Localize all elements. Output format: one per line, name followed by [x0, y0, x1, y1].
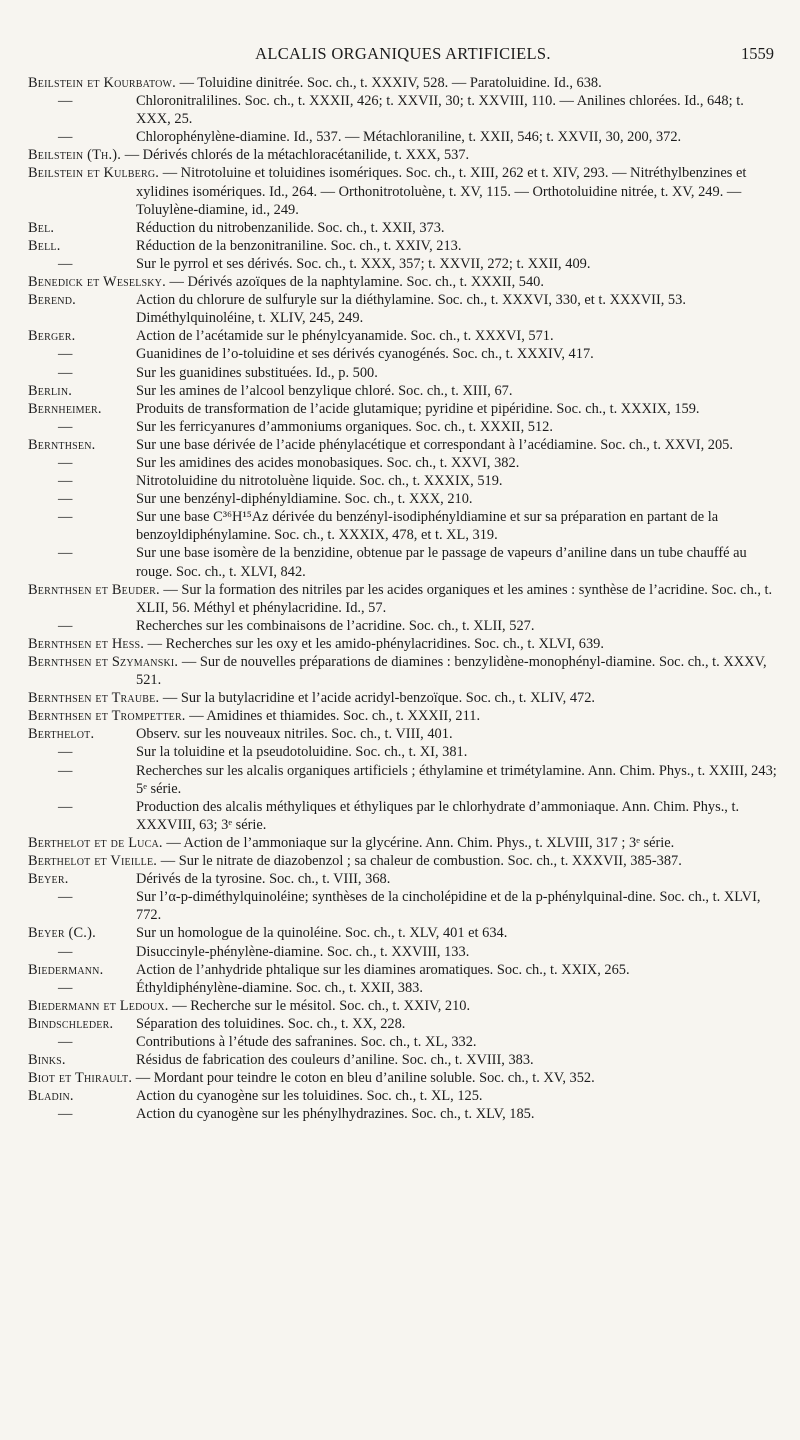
bibliography-entry [28, 997, 778, 1015]
bibliography-entry [28, 128, 778, 146]
ditto-dash: — [58, 473, 73, 490]
entry-text: Éthyldiphénylène-diamine. Soc. ch., t. XXII, 383. [136, 979, 423, 996]
entry-text: — Nitrotoluine et toluidines isomériques. Soc. ch., t. XIII, 262 et t. XIV, 293. — Nitréthylbenzines et xylidines isomériques. Id., 264. — Orthonitrotoluène, t. XV, 115. — Orthotoluidine nitrée, t. XV, 249. — Toluylène-diamine, id., 249. [136, 165, 747, 218]
bibliography-entry [28, 1105, 778, 1123]
entry-author: Bel. [28, 219, 55, 236]
bibliography-entry [28, 653, 778, 689]
entry-author: Binks. [28, 1052, 66, 1069]
entry-author: Beilstein (Th.). [28, 147, 122, 164]
entry-text: — Sur la formation des nitriles par les acides organiques et les amines : synthèse de l’acridine. Soc. ch., t. XLII, 56. Méthyl et phénylacridine. Id., 57. [136, 581, 773, 616]
entry-text: — Amidines et thiamides. Soc. ch., t. XXXII, 211. [189, 708, 481, 725]
ditto-dash: — [58, 889, 73, 906]
bibliography-entry [28, 689, 778, 707]
entry-text: Chloronitralilines. Soc. ch., t. XXXII, 426; t. XXVII, 30; t. XXVIII, 110. — Anilines chlorées. Id., 648; t. XXX, 25. [136, 93, 744, 128]
bibliography-entry [28, 490, 778, 508]
entry-text: Sur la toluidine et la pseudotoluidine. Soc. ch., t. XI, 381. [136, 744, 468, 761]
ditto-dash: — [58, 454, 73, 471]
bibliography-entry [28, 943, 778, 961]
entry-text: Production des alcalis méthyliques et éthyliques par le chlorhydrate d’ammoniaque. Ann. Chim. Phys., t. XXXVIII, 63; 3ᵉ série. [136, 798, 740, 833]
bibliography-entry [28, 345, 778, 363]
entry-text: Produits de transformation de l’acide glutamique; pyridine et pipéridine. Soc. ch., t. XXXIX, 159. [136, 400, 700, 417]
entry-author: Berthelot. [28, 726, 95, 743]
bibliography-entry [28, 961, 778, 979]
bibliography-entry [28, 327, 778, 345]
entry-text: — Dérivés chlorés de la métachloracétanilide, t. XXX, 537. [124, 147, 470, 164]
bibliography-entry [28, 1033, 778, 1051]
entry-author: Berthelot et Vieille. [28, 853, 158, 870]
entry-text: — Mordant pour teindre le coton en bleu d’aniline soluble. Soc. ch., t. XV, 352. [135, 1070, 595, 1087]
entry-text: — Toluidine dinitrée. Soc. ch., t. XXXIV, 528. — Paratoluidine. Id., 638. [179, 75, 602, 91]
entry-text: Action du cyanogène sur les phénylhydrazines. Soc. ch., t. XLV, 185. [136, 1106, 535, 1123]
entry-author: Bernheimer. [28, 400, 102, 417]
bibliography-entry [28, 798, 778, 834]
entry-text: Action du chlorure de sulfuryle sur la diéthylamine. Soc. ch., t. XXXVI, 330, et t. XXXVII, 53. Diméthylquinoléine, t. XLIV, 245, 249. [136, 292, 686, 327]
entry-text: — Recherches sur les oxy et les amido-phénylacridines. Soc. ch., t. XLVI, 639. [147, 635, 604, 652]
ditto-dash: — [58, 762, 73, 779]
bibliography-entry [28, 852, 778, 870]
entry-text: Sur une base dérivée de l’acide phénylacétique et correspondant à l’acédiamine. Soc. ch., t. XXVI, 205. [136, 436, 733, 453]
entry-author: Bernthsen et Trompetter. [28, 708, 186, 725]
bibliography-entry [28, 1015, 778, 1033]
entry-author: Bernthsen et Beuder. [28, 581, 160, 598]
page-number: 1559 [741, 44, 774, 63]
ditto-dash: — [58, 129, 73, 146]
entry-text: — Recherche sur le mésitol. Soc. ch., t. XXIV, 210. [172, 997, 471, 1014]
entry-text: Sur l’α-p-diméthylquinoléine; synthèses de la cincholépidine et de la p-phénylquinal-dine. Soc. ch., t. XLVI, 772. [136, 889, 761, 924]
ditto-dash: — [58, 364, 73, 381]
entry-text: Disuccinyle-phénylène-diamine. Soc. ch., t. XXVIII, 133. [136, 943, 470, 960]
ditto-dash: — [58, 491, 73, 508]
bibliography-list [28, 74, 778, 1123]
entry-text: Nitrotoluidine du nitrotoluène liquide. Soc. ch., t. XXXIX, 519. [136, 473, 503, 490]
bibliography-entry [28, 1087, 778, 1105]
bibliography-entry [28, 1051, 778, 1069]
entry-text: Recherches sur les alcalis organiques artificiels ; éthylamine et trimétylamine. Ann. Chim. Phys., t. XXIII, 243; 5ᵉ série. [136, 762, 777, 797]
entry-text: Sur un homologue de la quinoléine. Soc. ch., t. XLV, 401 et 634. [136, 925, 508, 942]
entry-text: Observ. sur les nouveaux nitriles. Soc. ch., t. VIII, 401. [136, 726, 453, 743]
entry-author: Bernthsen et Szymanski. [28, 654, 179, 670]
entry-author: Biot et Thirault. [28, 1070, 133, 1087]
entry-text: Résidus de fabrication des couleurs d’aniline. Soc. ch., t. XVIII, 383. [136, 1052, 534, 1069]
entry-text: Contributions à l’étude des safranines. Soc. ch., t. XL, 332. [136, 1033, 477, 1050]
entry-text: Séparation des toluidines. Soc. ch., t. XX, 228. [136, 1015, 406, 1032]
entry-author: Beilstein et Kulberg. [28, 165, 160, 182]
bibliography-entry [28, 436, 778, 454]
running-title: ALCALIS ORGANIQUES ARTIFICIELS. [255, 44, 551, 63]
bibliography-entry [28, 635, 778, 653]
bibliography-entry [28, 924, 778, 942]
entry-text: Sur une base isomère de la benzidine, obtenue par le passage de vapeurs d’aniline dans un tube chauffé au rouge. Soc. ch., t. XLVI, 842. [136, 545, 747, 580]
entry-text: Réduction de la benzonitraniline. Soc. ch., t. XXIV, 213. [136, 237, 462, 254]
bibliography-entry [28, 382, 778, 400]
bibliography-entry [28, 164, 778, 218]
bibliography-entry [28, 707, 778, 725]
bibliography-entry [28, 74, 778, 92]
ditto-dash: — [58, 255, 73, 272]
entry-author: Beyer (C.). [28, 925, 96, 942]
entry-text: Recherches sur les combinaisons de l’acridine. Soc. ch., t. XLII, 527. [136, 617, 535, 634]
entry-author: Berger. [28, 328, 76, 345]
ditto-dash: — [58, 545, 73, 562]
bibliography-entry [28, 581, 778, 617]
bibliography-entry [28, 834, 778, 852]
entry-author: Beilstein et Kourbatow. [28, 75, 176, 91]
bibliography-entry [28, 725, 778, 743]
entry-text: Sur les guanidines substituées. Id., p. 500. [136, 364, 378, 381]
entry-author: Berend. [28, 292, 76, 309]
entry-text: Sur une base C³⁶H¹⁵Az dérivée du benzényl-isodiphényldiamine et sur sa préparation en partant de la benzoyldiphénylamine. Soc. ch., t. XXXIX, 478, et t. XL, 319. [136, 509, 719, 544]
bibliography-entry [28, 1069, 778, 1087]
entry-author: Biedermann et Ledoux. [28, 997, 169, 1014]
bibliography-entry [28, 146, 778, 164]
bibliography-entry [28, 979, 778, 997]
entry-text: Dérivés de la tyrosine. Soc. ch., t. VIII, 368. [136, 871, 391, 888]
bibliography-entry [28, 544, 778, 580]
bibliography-entry [28, 508, 778, 544]
entry-author: Berlin. [28, 382, 73, 399]
ditto-dash: — [58, 798, 73, 815]
entry-text: Action du cyanogène sur les toluidines. Soc. ch., t. XL, 125. [136, 1088, 483, 1105]
ditto-dash: — [58, 93, 73, 110]
entry-text: — Action de l’ammoniaque sur la glycérine. Ann. Chim. Phys., t. XLVIII, 317 ; 3ᵉ série. [166, 834, 675, 851]
entry-text: Chlorophénylène-diamine. Id., 537. — Métachloraniline, t. XXII, 546; t. XXVII, 30, 200, 372. [136, 129, 682, 146]
entry-text: — Sur la butylacridine et l’acide acridyl-benzoïque. Soc. ch., t. XLIV, 472. [162, 690, 596, 707]
ditto-dash: — [58, 979, 73, 996]
entry-text: — Sur le nitrate de diazobenzol ; sa chaleur de combustion. Soc. ch., t. XXXVII, 385-387. [160, 853, 682, 870]
bibliography-entry [28, 870, 778, 888]
ditto-dash: — [58, 509, 73, 526]
ditto-dash: — [58, 1033, 73, 1050]
entry-text: Sur les ferricyanures d’ammoniums organiques. Soc. ch., t. XXXII, 512. [136, 418, 553, 435]
ditto-dash: — [58, 943, 73, 960]
entry-author: Bernthsen. [28, 436, 96, 453]
ditto-dash: — [58, 1106, 73, 1123]
entry-text: Guanidines de l’o-toluidine et ses dérivés cyanogénés. Soc. ch., t. XXXIV, 417. [136, 346, 594, 363]
entry-author: Beyer. [28, 871, 69, 888]
bibliography-entry [28, 92, 778, 128]
bibliography-entry [28, 291, 778, 327]
bibliography-entry [28, 219, 778, 237]
entry-author: Bindschleder. [28, 1015, 114, 1032]
ditto-dash: — [58, 418, 73, 435]
bibliography-entry [28, 888, 778, 924]
entry-text: Réduction du nitrobenzanilide. Soc. ch., t. XXII, 373. [136, 219, 445, 236]
bibliography-entry [28, 237, 778, 255]
entry-author: Bell. [28, 237, 61, 254]
ditto-dash: — [58, 617, 73, 634]
entry-text: Sur les amidines des acides monobasiques. Soc. ch., t. XXVI, 382. [136, 454, 520, 471]
bibliography-entry [28, 418, 778, 436]
bibliography-entry [28, 273, 778, 291]
entry-text: — Sur de nouvelles préparations de diamines : benzylidène-monophényl-diamine. Soc. ch., t. XXXV, 521. [136, 654, 767, 689]
entry-author: Bladin. [28, 1088, 74, 1105]
entry-text: Action de l’acétamide sur le phénylcyanamide. Soc. ch., t. XXXVI, 571. [136, 328, 554, 345]
entry-text: Sur une benzényl-diphényldiamine. Soc. ch., t. XXX, 210. [136, 491, 473, 508]
ditto-dash: — [58, 744, 73, 761]
entry-author: Berthelot et de Luca. [28, 834, 163, 851]
bibliography-entry [28, 762, 778, 798]
entry-text: Action de l’anhydride phtalique sur les diamines aromatiques. Soc. ch., t. XXIX, 265. [136, 961, 630, 978]
bibliography-entry [28, 617, 778, 635]
bibliography-entry [28, 255, 778, 273]
entry-author: Biedermann. [28, 961, 104, 978]
bibliography-entry [28, 743, 778, 761]
entry-author: Benedick et Weselsky. [28, 274, 166, 291]
bibliography-entry [28, 454, 778, 472]
entry-text: Sur le pyrrol et ses dérivés. Soc. ch., t. XXX, 357; t. XXVII, 272; t. XXII, 409. [136, 255, 591, 272]
bibliography-entry [28, 364, 778, 382]
bibliography-entry [28, 400, 778, 418]
entry-text: Sur les amines de l’alcool benzylique chloré. Soc. ch., t. XIII, 67. [136, 382, 513, 399]
ditto-dash: — [58, 346, 73, 363]
entry-author: Bernthsen et Hess. [28, 635, 145, 652]
entry-text: — Dérivés azoïques de la naphtylamine. Soc. ch., t. XXXII, 540. [169, 274, 544, 291]
bibliography-entry [28, 472, 778, 490]
entry-author: Bernthsen et Traube. [28, 690, 160, 707]
page-header [28, 40, 778, 74]
